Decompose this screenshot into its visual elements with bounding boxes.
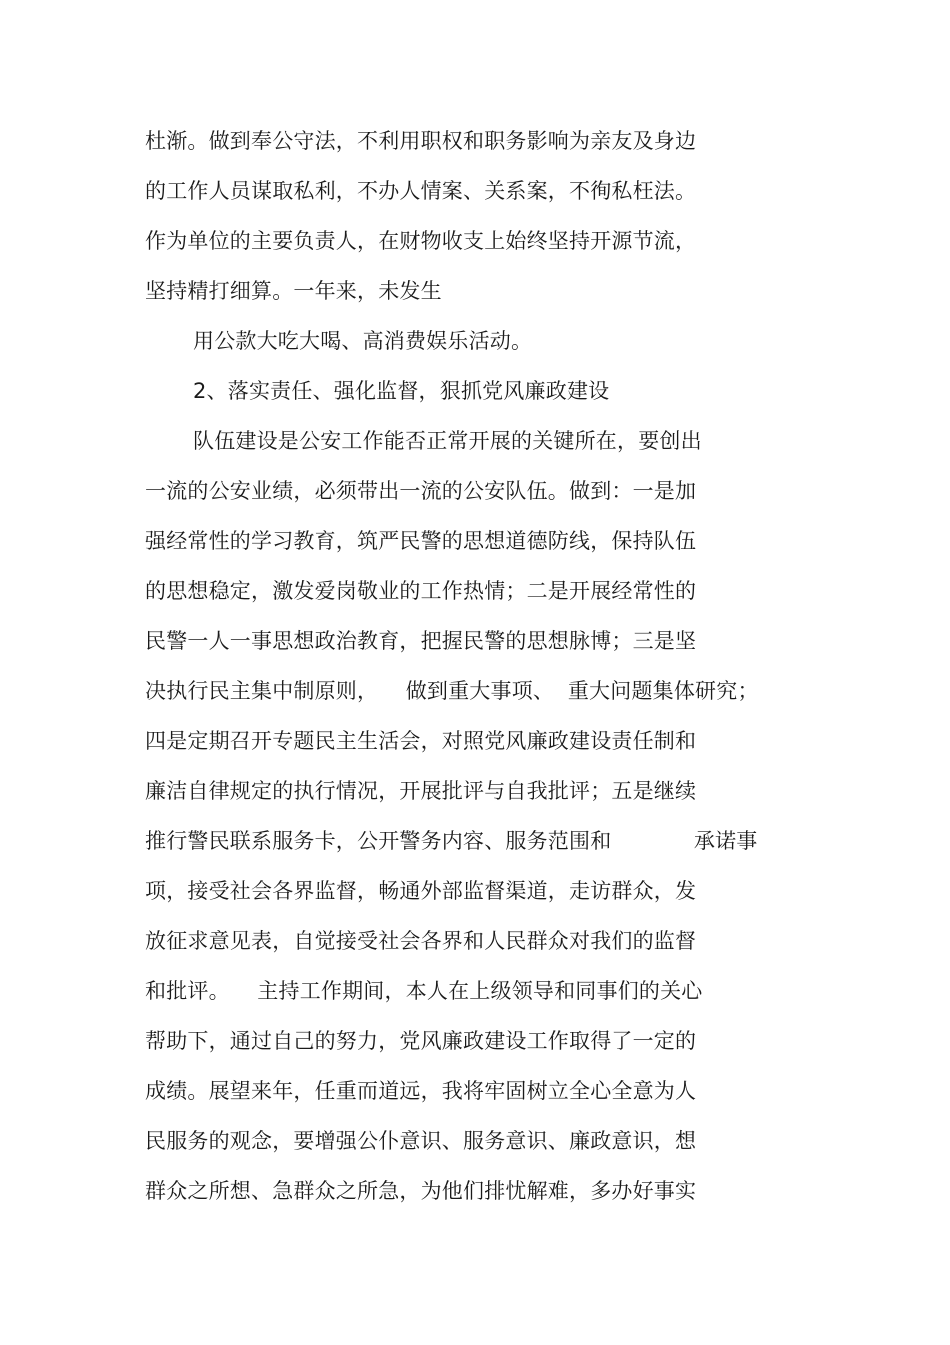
text-line: 一流的公安业绩，必须带出一流的公安队伍。做到：一是加 [145, 479, 697, 503]
text-line: 决执行民主集中制原则， 做到重大事项、 重大问题集体研究； [145, 679, 759, 703]
text-line: 队伍建设是公安工作能否正常开展的关键所在，要创出 [193, 429, 702, 453]
section-heading: 2、落实责任、强化监督，狠抓党风廉政建设 [193, 379, 610, 403]
text-line: 强经常性的学习教育，筑严民警的思想道德防线，保持队伍 [145, 529, 697, 553]
text-line: 廉洁自律规定的执行情况，开展批评与自我批评；五是继续 [145, 779, 697, 803]
text-line: 用公款大吃大喝、高消费娱乐活动。 [193, 329, 533, 353]
text-line: 民警一人一事思想政治教育，把握民警的思想脉博；三是坚 [145, 629, 697, 653]
text-line: 的工作人员谋取私利，不办人情案、关系案，不徇私枉法。 [145, 179, 697, 203]
text-line: 群众之所想、急群众之所急，为他们排忧解难，多办好事实 [145, 1179, 697, 1203]
text-line: 推行警民联系服务卡，公开警务内容、服务范围和 承诺事 [145, 829, 758, 853]
text-line: 杜渐。做到奉公守法，不利用职权和职务影响为亲友及身边 [145, 129, 697, 153]
text-line: 四是定期召开专题民主生活会，对照党风廉政建设责任制和 [145, 729, 697, 753]
text-line: 坚持精打细算。一年来，未发生 [145, 279, 442, 303]
text-line: 民服务的观念，要增强公仆意识、服务意识、廉政意识，想 [145, 1129, 697, 1153]
text-line: 项，接受社会各界监督，畅通外部监督渠道，走访群众，发 [145, 879, 697, 903]
text-line: 成绩。展望来年，任重而道远，我将牢固树立全心全意为人 [145, 1079, 697, 1103]
text-line: 和批评。 主持工作期间，本人在上级领导和同事们的关心 [145, 979, 703, 1003]
text-line: 作为单位的主要负责人，在财物收支上始终坚持开源节流， [145, 229, 697, 253]
text-line: 帮助下，通过自己的努力，党风廉政建设工作取得了一定的 [145, 1029, 697, 1053]
text-line: 放征求意见表，自觉接受社会各界和人民群众对我们的监督 [145, 929, 697, 953]
text-line: 的思想稳定，激发爱岗敬业的工作热情；二是开展经常性的 [145, 579, 697, 603]
